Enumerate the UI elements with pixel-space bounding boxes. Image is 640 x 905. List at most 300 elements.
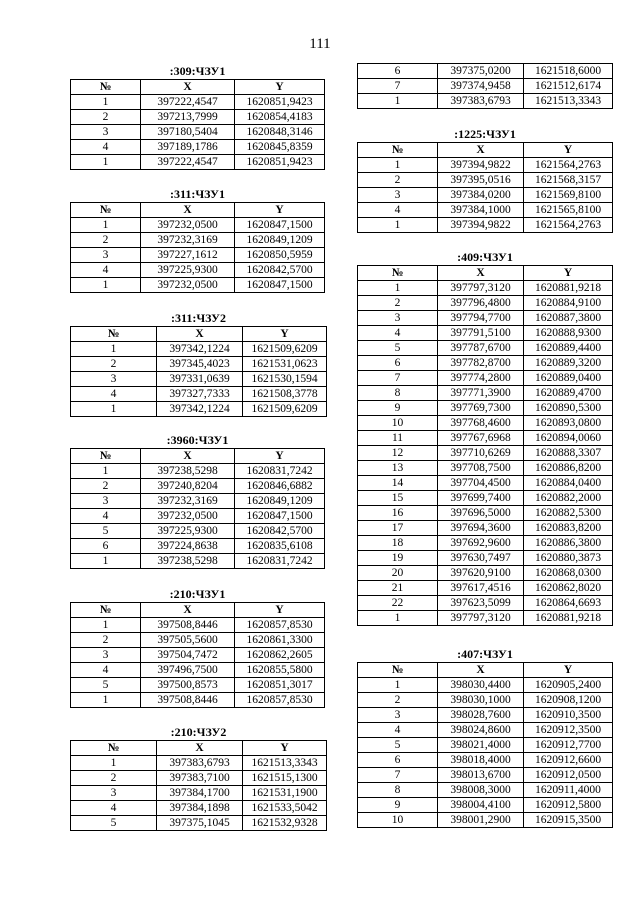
cell-x: 398030,1000 (438, 693, 524, 708)
table-row (358, 173, 613, 188)
cell-y: 1621568,3157 (524, 173, 613, 188)
header-x: X (438, 143, 524, 158)
cell-x: 397384,1700 (157, 786, 243, 801)
cell-x: 397797,3120 (438, 611, 524, 626)
cell-y: 1620849,1209 (235, 494, 325, 509)
table-title: :3960:ЧЗУ1 (166, 433, 229, 447)
cell-x: 398018,4000 (438, 753, 524, 768)
cell-number: 2 (71, 233, 141, 248)
cell-y: 1620883,8200 (524, 521, 613, 536)
cell-y: 1621512,6174 (524, 79, 613, 94)
cell-x: 397505,5600 (141, 633, 235, 648)
table-row (358, 281, 613, 296)
table-row (358, 693, 613, 708)
cell-number: 10 (358, 813, 438, 828)
table-header-row (71, 603, 325, 618)
cell-x: 397238,5298 (141, 554, 235, 569)
cell-y: 1620868,0300 (524, 566, 613, 581)
cell-number: 3 (358, 311, 438, 326)
cell-number: 3 (71, 125, 141, 140)
table-header-row (358, 663, 613, 678)
cell-number: 11 (358, 431, 438, 446)
table-row (71, 479, 325, 494)
header-y: Y (235, 603, 325, 618)
cell-number: 5 (71, 678, 141, 693)
table-title: :311:ЧЗУ2 (171, 311, 226, 325)
table-row (358, 581, 613, 596)
header-x: X (438, 663, 524, 678)
cell-y: 1620905,2400 (524, 678, 613, 693)
table-row (358, 94, 613, 109)
cell-y: 1620864,6693 (524, 596, 613, 611)
cell-y: 1620912,7700 (524, 738, 613, 753)
cell-x: 397375,1045 (157, 816, 243, 831)
cell-number: 1 (358, 281, 438, 296)
cell-y: 1620846,6882 (235, 479, 325, 494)
cell-x: 397791,5100 (438, 326, 524, 341)
table-row (71, 155, 325, 170)
cell-y: 1620857,8530 (235, 618, 325, 633)
cell-x: 397327,7333 (157, 387, 243, 402)
table-row (358, 506, 613, 521)
cell-number: 12 (358, 446, 438, 461)
cell-number: 4 (71, 663, 141, 678)
coordinate-table (357, 662, 613, 828)
cell-number: 3 (71, 494, 141, 509)
header-number: № (358, 663, 438, 678)
cell-x: 397375,0200 (438, 64, 524, 79)
cell-x: 397620,9100 (438, 566, 524, 581)
table-row (358, 783, 613, 798)
cell-y: 1621533,5042 (243, 801, 327, 816)
cell-number: 3 (71, 648, 141, 663)
coordinate-table-1225-czu1 (357, 127, 613, 233)
coordinate-table (357, 142, 613, 233)
cell-x: 397222,4547 (141, 155, 235, 170)
cell-y: 1620886,8200 (524, 461, 613, 476)
cell-y: 1620857,8530 (235, 693, 325, 708)
cell-y: 1620893,0800 (524, 416, 613, 431)
cell-y: 1620888,9300 (524, 326, 613, 341)
coordinate-table (70, 326, 327, 417)
header-y: Y (524, 143, 613, 158)
cell-y: 1620912,5800 (524, 798, 613, 813)
cell-y: 1620889,4700 (524, 386, 613, 401)
header-number: № (71, 449, 141, 464)
cell-number: 4 (71, 387, 157, 402)
header-x: X (157, 327, 243, 342)
coordinate-table (70, 740, 327, 831)
table-header-row (358, 266, 613, 281)
table-row (358, 753, 613, 768)
coordinate-table-407-czu1 (357, 647, 613, 828)
cell-x: 398008,3000 (438, 783, 524, 798)
cell-number: 2 (71, 110, 141, 125)
cell-number: 19 (358, 551, 438, 566)
table-header-row (71, 80, 325, 95)
cell-number: 1 (358, 94, 438, 109)
cell-number: 1 (71, 554, 141, 569)
cell-number: 4 (71, 801, 157, 816)
cell-number: 6 (358, 64, 438, 79)
table-row (358, 813, 613, 828)
header-x: X (141, 449, 235, 464)
cell-number: 1 (71, 756, 157, 771)
cell-x: 397383,6793 (438, 94, 524, 109)
cell-x: 397508,8446 (141, 693, 235, 708)
cell-y: 1621532,9328 (243, 816, 327, 831)
cell-y: 1620908,1200 (524, 693, 613, 708)
cell-y: 1620881,9218 (524, 281, 613, 296)
cell-y: 1620862,2605 (235, 648, 325, 663)
header-number: № (358, 143, 438, 158)
coordinate-table (70, 448, 325, 569)
cell-y: 1620847,1500 (235, 509, 325, 524)
cell-y: 1620851,9423 (235, 95, 325, 110)
cell-x: 397768,4600 (438, 416, 524, 431)
cell-number: 5 (358, 738, 438, 753)
header-number: № (71, 741, 157, 756)
header-y: Y (243, 741, 327, 756)
header-y: Y (235, 449, 325, 464)
cell-x: 398030,4400 (438, 678, 524, 693)
table-row (71, 218, 325, 233)
cell-x: 397232,3169 (141, 233, 235, 248)
cell-y: 1621513,3343 (243, 756, 327, 771)
cell-x: 397623,5099 (438, 596, 524, 611)
cell-y: 1620882,2000 (524, 491, 613, 506)
header-number: № (358, 266, 438, 281)
table-row (71, 816, 327, 831)
coordinate-table (70, 202, 325, 293)
cell-number: 6 (358, 753, 438, 768)
cell-y: 1620848,3146 (235, 125, 325, 140)
cell-number: 16 (358, 506, 438, 521)
cell-x: 397384,1898 (157, 801, 243, 816)
table-row (71, 140, 325, 155)
table-row (358, 768, 613, 783)
table-row (358, 461, 613, 476)
cell-y: 1620881,9218 (524, 611, 613, 626)
cell-x: 397782,8700 (438, 356, 524, 371)
table-header-row (71, 449, 325, 464)
cell-number: 2 (358, 693, 438, 708)
cell-x: 397617,4516 (438, 581, 524, 596)
table-row (71, 693, 325, 708)
table-row (358, 611, 613, 626)
coordinate-table (357, 63, 613, 109)
cell-y: 1620911,4000 (524, 783, 613, 798)
table-row (358, 79, 613, 94)
table-row (358, 708, 613, 723)
header-y: Y (243, 327, 327, 342)
cell-x: 397240,8204 (141, 479, 235, 494)
cell-x: 397394,9822 (438, 158, 524, 173)
cell-number: 4 (71, 263, 141, 278)
cell-x: 397630,7497 (438, 551, 524, 566)
table-row (71, 464, 325, 479)
table-row (71, 539, 325, 554)
cell-y: 1620851,9423 (235, 155, 325, 170)
cell-number: 1 (71, 464, 141, 479)
cell-y: 1620888,3307 (524, 446, 613, 461)
cell-number: 2 (71, 633, 141, 648)
cell-number: 1 (71, 278, 141, 293)
cell-x: 398024,8600 (438, 723, 524, 738)
cell-number: 1 (71, 155, 141, 170)
cell-y: 1621531,1900 (243, 786, 327, 801)
table-row (358, 521, 613, 536)
table-row (358, 401, 613, 416)
cell-number: 10 (358, 416, 438, 431)
table-row (71, 248, 325, 263)
cell-number: 3 (71, 372, 157, 387)
cell-y: 1621515,1300 (243, 771, 327, 786)
cell-y: 1620854,4183 (235, 110, 325, 125)
table-row (358, 491, 613, 506)
cell-y: 1620910,3500 (524, 708, 613, 723)
table-title: :407:ЧЗУ1 (457, 647, 513, 661)
cell-x: 397384,1000 (438, 203, 524, 218)
cell-y: 1620884,0400 (524, 476, 613, 491)
cell-number: 1 (71, 402, 157, 417)
coordinate-table-311-czu1 (70, 187, 325, 293)
table-row (71, 95, 325, 110)
cell-x: 398004,4100 (438, 798, 524, 813)
table-row (358, 218, 613, 233)
table-row (71, 110, 325, 125)
cell-y: 1620861,3300 (235, 633, 325, 648)
table-row (358, 64, 613, 79)
cell-y: 1620847,1500 (235, 278, 325, 293)
table-row (358, 551, 613, 566)
cell-x: 397699,7400 (438, 491, 524, 506)
table-row (71, 786, 327, 801)
table-row (71, 494, 325, 509)
cell-y: 1620862,8020 (524, 581, 613, 596)
cell-number: 3 (358, 708, 438, 723)
table-header-row (71, 741, 327, 756)
table-row (71, 387, 327, 402)
cell-number: 5 (358, 341, 438, 356)
coordinate-table-210-czu1 (70, 587, 325, 708)
table-row (358, 311, 613, 326)
cell-x: 397227,1612 (141, 248, 235, 263)
cell-number: 18 (358, 536, 438, 551)
header-number: № (71, 603, 141, 618)
cell-y: 1621565,8100 (524, 203, 613, 218)
cell-number: 2 (71, 771, 157, 786)
cell-number: 2 (71, 479, 141, 494)
cell-number: 4 (71, 509, 141, 524)
table-row (358, 356, 613, 371)
cell-y: 1621518,6000 (524, 64, 613, 79)
cell-x: 397500,8573 (141, 678, 235, 693)
cell-number: 7 (358, 371, 438, 386)
cell-x: 398021,4000 (438, 738, 524, 753)
cell-y: 1621508,3778 (243, 387, 327, 402)
table-row (358, 326, 613, 341)
cell-x: 397704,4500 (438, 476, 524, 491)
table-row (358, 798, 613, 813)
cell-x: 397504,7472 (141, 648, 235, 663)
cell-number: 21 (358, 581, 438, 596)
header-number: № (71, 327, 157, 342)
table-row (358, 476, 613, 491)
cell-x: 397189,1786 (141, 140, 235, 155)
cell-y: 1620884,9100 (524, 296, 613, 311)
cell-y: 1620887,3800 (524, 311, 613, 326)
cell-number: 1 (71, 618, 141, 633)
cell-y: 1621564,2763 (524, 218, 613, 233)
cell-number: 8 (358, 783, 438, 798)
cell-y: 1620849,1209 (235, 233, 325, 248)
cell-x: 397225,9300 (141, 263, 235, 278)
table-row (71, 648, 325, 663)
table-row (71, 771, 327, 786)
cell-x: 397222,4547 (141, 95, 235, 110)
table-row (358, 723, 613, 738)
cell-number: 9 (358, 401, 438, 416)
cell-x: 397774,2800 (438, 371, 524, 386)
table-header-row (71, 327, 327, 342)
cell-x: 397708,7500 (438, 461, 524, 476)
table-row (71, 554, 325, 569)
cell-y: 1620842,5700 (235, 524, 325, 539)
table-row (358, 536, 613, 551)
cell-number: 5 (71, 524, 141, 539)
table-row (71, 402, 327, 417)
cell-y: 1620912,3500 (524, 723, 613, 738)
table-row (358, 188, 613, 203)
table-header-row (358, 143, 613, 158)
cell-number: 17 (358, 521, 438, 536)
table-row (71, 263, 325, 278)
cell-x: 397232,0500 (141, 509, 235, 524)
cell-x: 397331,0639 (157, 372, 243, 387)
cell-number: 3 (358, 188, 438, 203)
cell-y: 1620886,3800 (524, 536, 613, 551)
cell-y: 1620889,4400 (524, 341, 613, 356)
cell-number: 1 (358, 218, 438, 233)
table-row (358, 446, 613, 461)
cell-number: 7 (358, 79, 438, 94)
header-y: Y (235, 80, 325, 95)
header-number: № (71, 80, 141, 95)
coordinate-table-309-czu1 (70, 64, 325, 170)
table-row (358, 431, 613, 446)
cell-y: 1620880,3873 (524, 551, 613, 566)
cell-x: 397224,8638 (141, 539, 235, 554)
cell-number: 15 (358, 491, 438, 506)
cell-y: 1620835,6108 (235, 539, 325, 554)
cell-y: 1621530,1594 (243, 372, 327, 387)
cell-x: 397796,4800 (438, 296, 524, 311)
coordinate-table-409-czu1 (357, 250, 613, 626)
table-row (71, 663, 325, 678)
table-row (358, 371, 613, 386)
table-header-row (71, 203, 325, 218)
page-number: 111 (309, 36, 331, 52)
cell-y: 1620842,5700 (235, 263, 325, 278)
cell-y: 1620855,5800 (235, 663, 325, 678)
table-title: :210:ЧЗУ2 (170, 725, 227, 739)
cell-number: 1 (358, 611, 438, 626)
cell-x: 398028,7600 (438, 708, 524, 723)
cell-x: 397232,0500 (141, 218, 235, 233)
cell-y: 1621513,3343 (524, 94, 613, 109)
cell-y: 1620894,0060 (524, 431, 613, 446)
cell-x: 397383,7100 (157, 771, 243, 786)
table-title: :210:ЧЗУ1 (169, 587, 226, 601)
table-row (71, 233, 325, 248)
cell-number: 13 (358, 461, 438, 476)
cell-number: 3 (71, 248, 141, 263)
cell-x: 397710,6269 (438, 446, 524, 461)
cell-x: 397395,0516 (438, 173, 524, 188)
cell-number: 3 (71, 786, 157, 801)
cell-x: 397694,3600 (438, 521, 524, 536)
table-row (71, 125, 325, 140)
cell-x: 398013,6700 (438, 768, 524, 783)
coordinate-table-311-czu2 (70, 311, 327, 417)
cell-x: 397180,5404 (141, 125, 235, 140)
cell-number: 9 (358, 798, 438, 813)
table-title: :409:ЧЗУ1 (457, 250, 513, 264)
cell-number: 2 (358, 173, 438, 188)
table-row (358, 596, 613, 611)
cell-x: 397342,1224 (157, 402, 243, 417)
cell-y: 1620845,8359 (235, 140, 325, 155)
cell-number: 1 (358, 158, 438, 173)
cell-y: 1620889,3200 (524, 356, 613, 371)
cell-number: 1 (358, 678, 438, 693)
cell-x: 397769,7300 (438, 401, 524, 416)
cell-x: 397508,8446 (141, 618, 235, 633)
coordinate-table (357, 265, 613, 626)
table-row (358, 566, 613, 581)
table-title: :311:ЧЗУ1 (170, 187, 225, 201)
cell-y: 1621564,2763 (524, 158, 613, 173)
cell-number: 2 (71, 357, 157, 372)
cell-number: 8 (358, 386, 438, 401)
cell-y: 1620890,5300 (524, 401, 613, 416)
cell-y: 1621531,0623 (243, 357, 327, 372)
cell-y: 1620882,5300 (524, 506, 613, 521)
cell-y: 1621509,6209 (243, 342, 327, 357)
cell-number: 6 (71, 539, 141, 554)
cell-number: 7 (358, 768, 438, 783)
header-x: X (141, 80, 235, 95)
cell-x: 397787,6700 (438, 341, 524, 356)
cell-x: 397797,3120 (438, 281, 524, 296)
cell-y: 1620831,7242 (235, 554, 325, 569)
cell-x: 397696,5000 (438, 506, 524, 521)
coordinate-table-3960-czu1 (70, 433, 325, 569)
cell-x: 397374,9458 (438, 79, 524, 94)
table-row (71, 357, 327, 372)
cell-y: 1620912,0500 (524, 768, 613, 783)
header-y: Y (235, 203, 325, 218)
table-row (71, 524, 325, 539)
cell-x: 397771,3900 (438, 386, 524, 401)
table-row (71, 633, 325, 648)
cell-x: 397794,7700 (438, 311, 524, 326)
cell-x: 397232,3169 (141, 494, 235, 509)
coordinate-table (70, 79, 325, 170)
cell-number: 4 (71, 140, 141, 155)
table-row (358, 416, 613, 431)
